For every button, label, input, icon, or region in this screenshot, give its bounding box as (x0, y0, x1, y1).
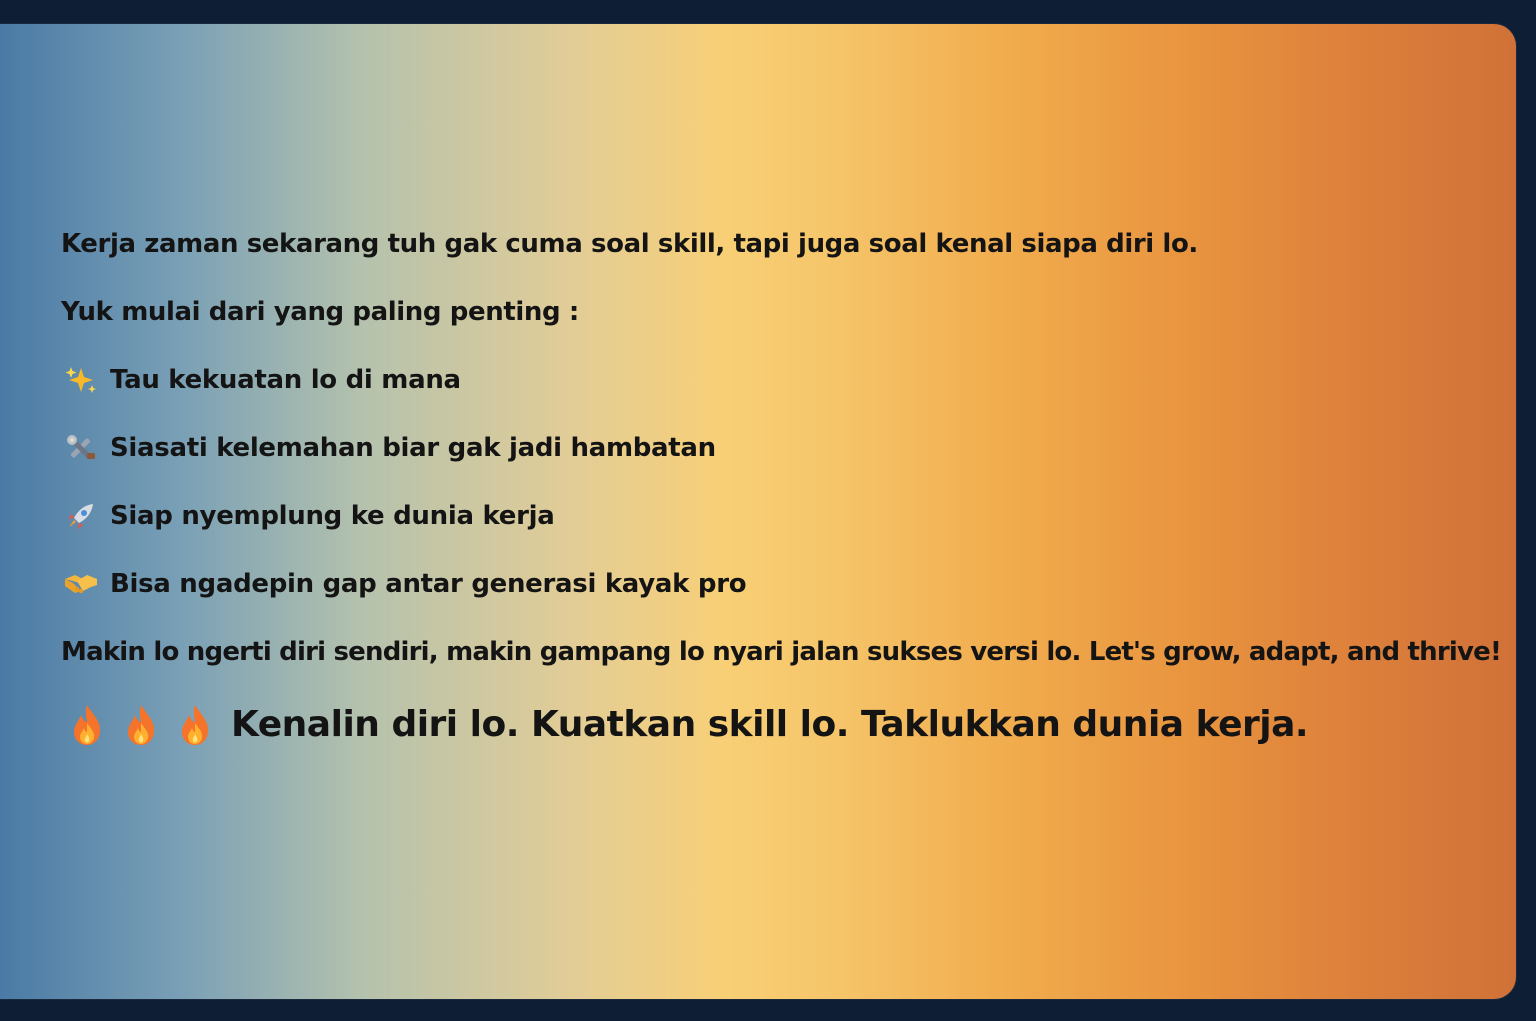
list-item-label: Siap nyemplung ke dunia kerja (110, 501, 555, 531)
lead-text: Yuk mulai dari yang paling penting : (61, 297, 579, 327)
fire-icon (123, 703, 159, 747)
fire-icon (177, 703, 213, 747)
list-item-workforce (61, 499, 1491, 533)
list-item-weaknesses (61, 431, 1491, 465)
sparkles-icon (63, 365, 99, 395)
post-content (61, 227, 1502, 747)
list-item-generations (61, 567, 1491, 601)
list-item-label: Tau kekuatan lo di mana (110, 365, 461, 395)
closing-text: Makin lo ngerti diri sendiri, makin gampang lo nyari jalan sukses versi lo. Let's grow, adapt, and thrive! (61, 637, 1502, 667)
rocket-icon (63, 501, 99, 531)
fire-icon (69, 703, 105, 747)
handshake-icon (63, 569, 99, 599)
headline (61, 703, 1491, 747)
tools-icon (63, 433, 99, 463)
headline-text: Kenalin diri lo. Kuatkan skill lo. Taklukkan dunia kerja. (231, 704, 1309, 745)
list-item-label: Siasati kelemahan biar gak jadi hambatan (110, 433, 716, 463)
list-item-label: Bisa ngadepin gap antar generasi kayak pro (110, 569, 747, 599)
intro-text: Kerja zaman sekarang tuh gak cuma soal skill, tapi juga soal kenal siapa diri lo. (61, 229, 1198, 259)
post-card (0, 24, 1516, 999)
flame-group (69, 703, 213, 747)
list-item-strengths (61, 363, 1491, 397)
